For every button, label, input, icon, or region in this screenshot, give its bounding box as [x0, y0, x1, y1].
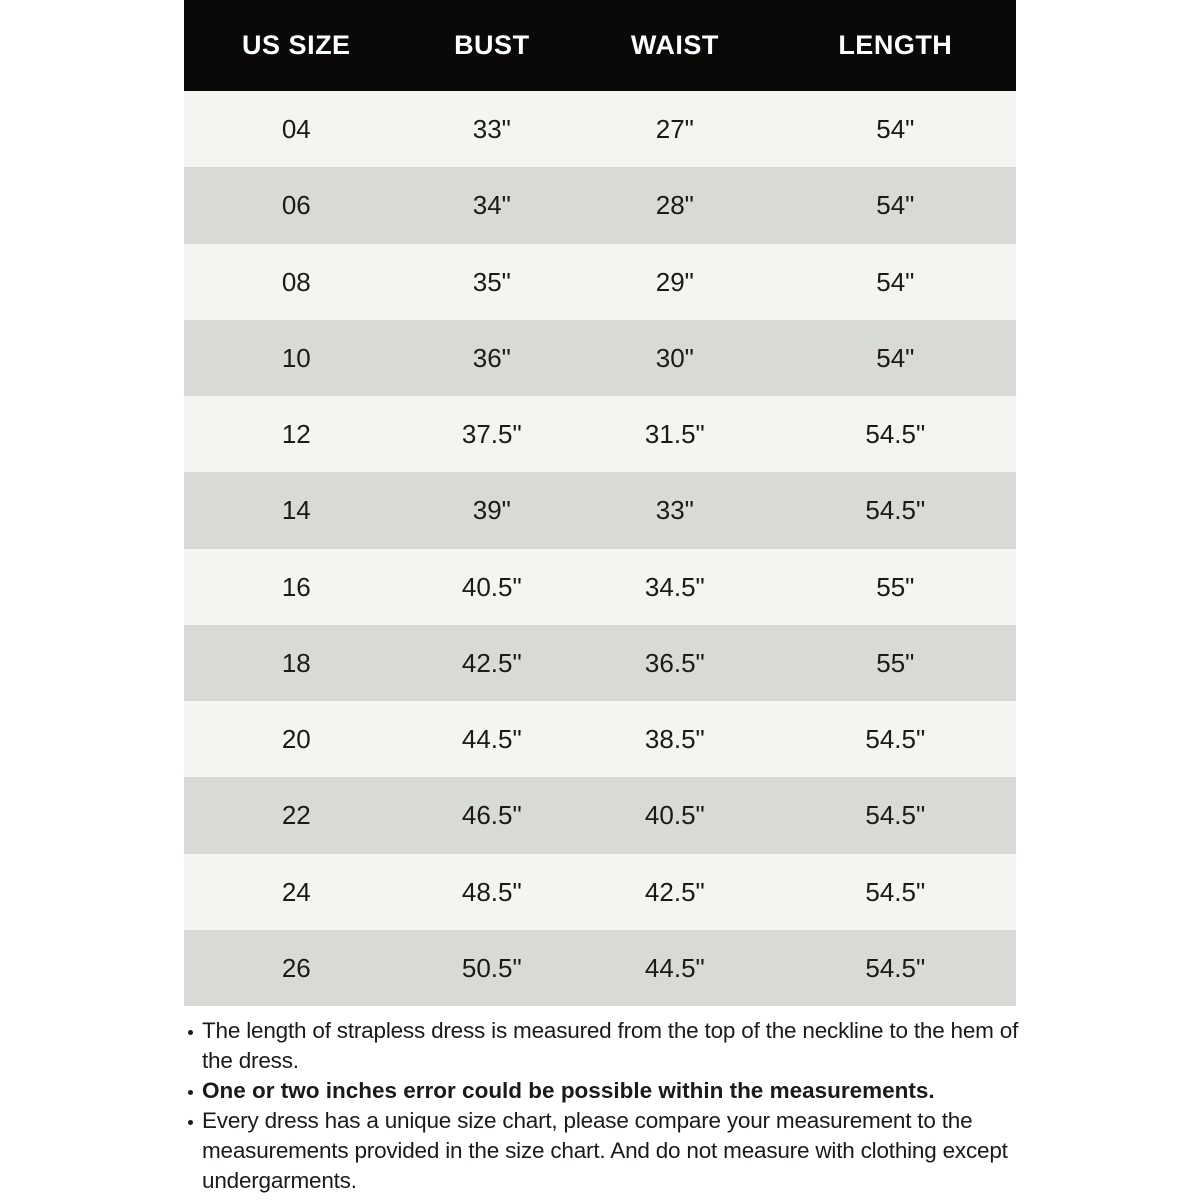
cell-us-size: 22	[281, 800, 311, 831]
cell-bust: 34"	[472, 190, 511, 221]
cell-us-size: 04	[281, 114, 311, 145]
cell-length: 55"	[876, 647, 915, 678]
note-item	[184, 1076, 1044, 1106]
cell-bust: 48.5"	[461, 876, 522, 907]
cell-waist: 42.5"	[644, 876, 705, 907]
table-row	[184, 930, 1016, 1006]
cell-us-size: 10	[281, 342, 311, 373]
cell-length: 54"	[876, 266, 915, 297]
bullet-dot-icon	[188, 1090, 193, 1095]
cell-waist: 34.5"	[644, 571, 705, 602]
table-row	[184, 625, 1016, 701]
table-row	[184, 777, 1016, 853]
note-line: measurements provided in the size chart. And do not measure with clothing except	[202, 1138, 1008, 1163]
cell-us-size: 26	[281, 952, 311, 983]
cell-waist: 40.5"	[644, 800, 705, 831]
note-line: Every dress has a unique size chart, please compare your measurement to the	[202, 1108, 973, 1133]
note-text	[202, 1016, 1044, 1076]
table-row	[184, 549, 1016, 625]
table-row	[184, 91, 1016, 167]
cell-bust: 46.5"	[461, 800, 522, 831]
cell-us-size: 18	[281, 647, 311, 678]
cell-us-size: 14	[281, 495, 311, 526]
cell-bust: 50.5"	[461, 952, 522, 983]
note-item	[184, 1106, 1044, 1196]
cell-bust: 36"	[472, 342, 511, 373]
table-header-row	[184, 0, 1016, 91]
cell-bust: 40.5"	[461, 571, 522, 602]
table-body	[184, 91, 1016, 1006]
cell-us-size: 12	[281, 419, 311, 450]
table-row	[184, 320, 1016, 396]
cell-waist: 38.5"	[644, 724, 705, 755]
table-row	[184, 396, 1016, 472]
header-waist: WAIST	[630, 30, 719, 60]
cell-length: 54.5"	[865, 495, 926, 526]
note-line: One or two inches error could be possible within the measurements.	[202, 1078, 935, 1103]
header-bust: BUST	[454, 30, 530, 60]
table-row	[184, 854, 1016, 930]
cell-bust: 44.5"	[461, 724, 522, 755]
table-row	[184, 167, 1016, 243]
cell-waist: 36.5"	[644, 647, 705, 678]
cell-bust: 37.5"	[461, 419, 522, 450]
table-row	[184, 244, 1016, 320]
cell-us-size: 06	[281, 190, 311, 221]
cell-length: 54"	[876, 190, 915, 221]
header-length: LENGTH	[838, 30, 953, 60]
cell-waist: 31.5"	[644, 419, 705, 450]
note-text	[202, 1106, 1044, 1196]
cell-length: 54.5"	[865, 952, 926, 983]
cell-length: 54"	[876, 114, 915, 145]
cell-bust: 39"	[472, 495, 511, 526]
cell-bust: 33"	[472, 114, 511, 145]
cell-bust: 42.5"	[461, 647, 522, 678]
table-row	[184, 472, 1016, 548]
cell-length: 54.5"	[865, 419, 926, 450]
note-text	[202, 1076, 1044, 1106]
cell-length: 54.5"	[865, 800, 926, 831]
cell-bust: 35"	[472, 266, 511, 297]
cell-waist: 33"	[655, 495, 694, 526]
cell-length: 54"	[876, 342, 915, 373]
bullet-dot-icon	[188, 1030, 193, 1035]
cell-waist: 29"	[655, 266, 694, 297]
measurement-notes	[184, 1016, 1044, 1196]
header-us-size: US SIZE	[242, 30, 351, 60]
cell-us-size: 24	[281, 876, 311, 907]
cell-waist: 27"	[655, 114, 694, 145]
cell-us-size: 20	[281, 724, 311, 755]
size-chart-table	[184, 0, 1016, 1006]
bullet-dot-icon	[188, 1120, 193, 1125]
cell-waist: 28"	[655, 190, 694, 221]
cell-us-size: 16	[281, 571, 311, 602]
cell-waist: 30"	[655, 342, 694, 373]
table-row	[184, 701, 1016, 777]
cell-length: 54.5"	[865, 876, 926, 907]
note-line: the dress.	[202, 1048, 299, 1073]
note-line: undergarments.	[202, 1168, 357, 1193]
cell-waist: 44.5"	[644, 952, 705, 983]
cell-length: 55"	[876, 571, 915, 602]
note-item	[184, 1016, 1044, 1076]
cell-us-size: 08	[281, 266, 311, 297]
cell-length: 54.5"	[865, 724, 926, 755]
note-line: The length of strapless dress is measured from the top of the neckline to the hem of	[202, 1018, 1019, 1043]
